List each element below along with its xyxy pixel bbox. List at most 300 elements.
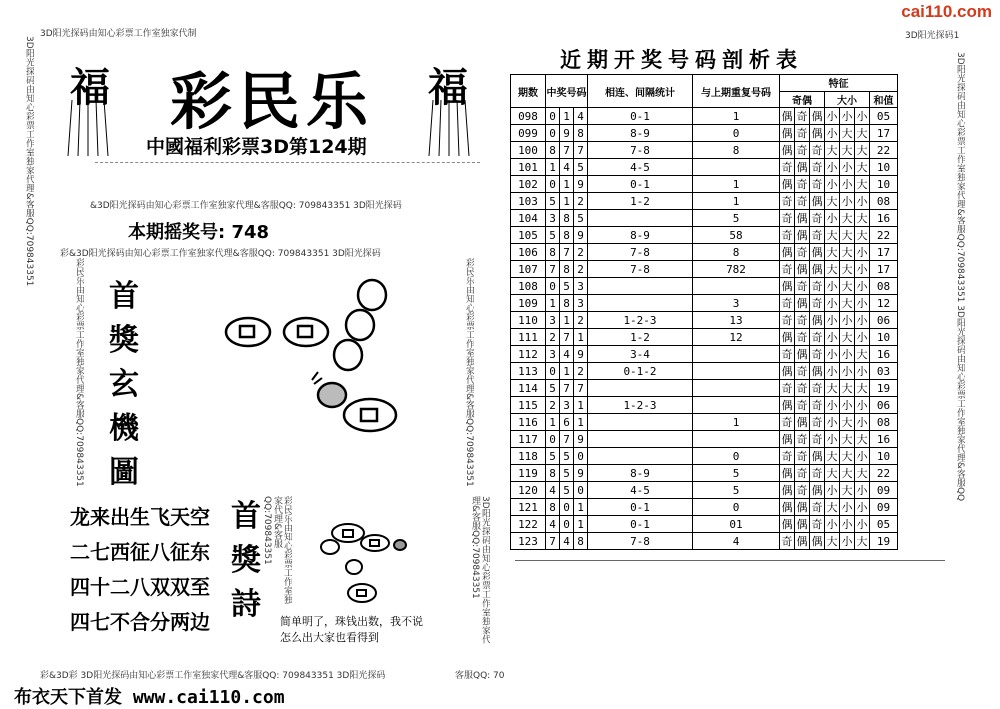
table-cell: 大	[840, 244, 855, 261]
table-cell: 偶	[810, 244, 825, 261]
note-line: 怎么出大家也看得到	[280, 631, 379, 644]
puzzle-title-char: 圖	[109, 455, 139, 490]
table-cell: 123	[511, 533, 546, 550]
table-cell: 8	[574, 533, 588, 550]
table-cell: 3-4	[588, 346, 693, 363]
table-cell: 16	[870, 346, 898, 363]
table-cell: 3	[574, 278, 588, 295]
table-cell: 小	[825, 431, 840, 448]
table-cell: 小	[825, 295, 840, 312]
table-cell: 0	[546, 108, 560, 125]
table-cell: 小	[825, 414, 840, 431]
table-cell: 小	[840, 499, 855, 516]
table-cell: 0	[560, 516, 574, 533]
table-cell: 1-2-3	[588, 397, 693, 414]
poem-title-char: 首	[231, 499, 261, 534]
table-cell: 16	[870, 210, 898, 227]
table-cell: 1	[560, 108, 574, 125]
table-cell: 小	[825, 312, 840, 329]
table-cell	[693, 380, 780, 397]
puzzle-title	[102, 275, 146, 495]
table-cell: 奇	[810, 295, 825, 312]
table-cell: 偶	[795, 533, 810, 550]
table-cell: 4-5	[588, 482, 693, 499]
table-cell: 3	[693, 295, 780, 312]
table-row	[511, 414, 898, 431]
draw-number-label: 本期摇奖号: 748	[128, 222, 270, 243]
table-cell: 小	[855, 448, 870, 465]
table-cell: 小	[855, 312, 870, 329]
table-row	[511, 516, 898, 533]
table-cell: 小	[855, 414, 870, 431]
table-cell: 17	[870, 261, 898, 278]
table-cell: 奇	[795, 482, 810, 499]
table-cell: 偶	[780, 329, 795, 346]
table-cell: 05	[870, 108, 898, 125]
table-cell: 3	[546, 346, 560, 363]
table-cell: 小	[825, 210, 840, 227]
table-cell: 121	[511, 499, 546, 516]
table-cell: 大	[855, 176, 870, 193]
table-cell: 119	[511, 465, 546, 482]
table-cell: 1	[574, 329, 588, 346]
table-cell: 奇	[795, 397, 810, 414]
table-cell: 奇	[780, 193, 795, 210]
table-cell: 小	[825, 176, 840, 193]
table-cell: 大	[825, 465, 840, 482]
table-cell: 9	[574, 227, 588, 244]
table-row	[511, 227, 898, 244]
table-cell: 22	[870, 227, 898, 244]
table-cell: 100	[511, 142, 546, 159]
issue-subtitle: 中國福利彩票3D第124期	[146, 136, 367, 158]
table-cell: 大	[825, 261, 840, 278]
table-cell: 103	[511, 193, 546, 210]
table-cell: 小	[825, 125, 840, 142]
table-cell: 偶	[795, 210, 810, 227]
table-cell: 1	[560, 312, 574, 329]
table-cell: 奇	[795, 363, 810, 380]
table-cell: 102	[511, 176, 546, 193]
poem-title-char: 詩	[231, 587, 261, 622]
table-cell: 9	[574, 346, 588, 363]
table-cell: 小	[840, 176, 855, 193]
table-cell: 偶	[780, 482, 795, 499]
table-cell: 099	[511, 125, 546, 142]
table-cell: 5	[560, 482, 574, 499]
note-line: 简单明了，珠钱出数，我不说	[280, 615, 423, 628]
table-cell: 8-9	[588, 465, 693, 482]
table-cell: 小	[825, 159, 840, 176]
table-cell: 大	[855, 346, 870, 363]
table-cell: 22	[870, 142, 898, 159]
table-row	[511, 346, 898, 363]
table-cell: 小	[840, 516, 855, 533]
table-row	[511, 295, 898, 312]
table-cell: 小	[840, 346, 855, 363]
table-cell: 偶	[780, 397, 795, 414]
table-cell: 小	[840, 533, 855, 550]
poem-line: 龙来出生飞天空	[70, 505, 210, 529]
table-row	[511, 278, 898, 295]
table-cell: 114	[511, 380, 546, 397]
qq-line: &3D阳光探码由知心彩票工作室独家代理&客服QQ: 709843351 3D阳光探码	[90, 201, 402, 211]
puzzle-title-char: 玄	[109, 367, 139, 402]
table-cell: 奇	[810, 465, 825, 482]
table-cell: 5	[546, 448, 560, 465]
header-issue: 期数	[511, 75, 546, 108]
table-cell: 120	[511, 482, 546, 499]
lantern-decoration-icon-left	[64, 100, 114, 156]
table-row	[511, 499, 898, 516]
poem-line: 四七不合分两边	[70, 610, 210, 634]
table-cell: 106	[511, 244, 546, 261]
table-cell: 奇	[810, 431, 825, 448]
table-cell: 偶	[780, 244, 795, 261]
table-cell: 3	[546, 210, 560, 227]
table-cell: 0-1	[588, 108, 693, 125]
header-odd-even: 奇偶	[780, 91, 825, 108]
table-row	[511, 261, 898, 278]
table-cell: 大	[855, 142, 870, 159]
table-cell: 偶	[780, 363, 795, 380]
table-title: 近期开奖号码剖析表	[560, 47, 803, 72]
table-cell: 奇	[795, 465, 810, 482]
table-cell: 58	[693, 227, 780, 244]
table-cell: 小	[840, 397, 855, 414]
table-cell: 大	[855, 533, 870, 550]
table-cell: 4-5	[588, 159, 693, 176]
table-cell: 奇	[795, 448, 810, 465]
table-cell: 小	[855, 499, 870, 516]
bottom-right-caption: 客服QQ: 70	[455, 671, 505, 681]
table-cell: 小	[825, 363, 840, 380]
table-cell: 偶	[780, 499, 795, 516]
table-cell: 10	[870, 448, 898, 465]
table-cell: 奇	[795, 193, 810, 210]
table-cell: 3	[560, 397, 574, 414]
table-cell: 117	[511, 431, 546, 448]
top-caption: 3D阳光探码由知心彩票工作室独家代制	[40, 29, 197, 39]
table-cell: 22	[870, 465, 898, 482]
table-cell: 大	[840, 448, 855, 465]
table-cell: 奇	[795, 125, 810, 142]
table-cell: 19	[870, 380, 898, 397]
table-cell	[693, 397, 780, 414]
table-cell: 偶	[780, 176, 795, 193]
table-cell: 大	[840, 142, 855, 159]
puzzle-title-char: 機	[109, 411, 139, 446]
table-cell: 偶	[780, 431, 795, 448]
table-cell: 小	[825, 397, 840, 414]
table-cell: 1	[693, 414, 780, 431]
table-cell: 2	[546, 397, 560, 414]
table-cell: 0-1	[588, 176, 693, 193]
table-cell: 奇	[810, 278, 825, 295]
table-cell: 偶	[795, 516, 810, 533]
table-cell: 奇	[780, 414, 795, 431]
table-cell: 03	[870, 363, 898, 380]
table-cell: 奇	[780, 210, 795, 227]
table-cell: 10	[870, 329, 898, 346]
table-cell: 9	[574, 431, 588, 448]
table-cell	[693, 431, 780, 448]
table-cell: 7	[560, 142, 574, 159]
divider	[95, 162, 480, 163]
table-cell: 10	[870, 176, 898, 193]
small-coin-image	[300, 505, 430, 615]
table-row	[511, 448, 898, 465]
table-cell: 大	[825, 244, 840, 261]
table-cell: 06	[870, 312, 898, 329]
table-cell: 01	[693, 516, 780, 533]
table-cell: 奇	[795, 108, 810, 125]
table-cell: 17	[870, 244, 898, 261]
table-cell: 105	[511, 227, 546, 244]
table-row	[511, 397, 898, 414]
table-cell: 4	[693, 533, 780, 550]
table-cell: 0	[546, 176, 560, 193]
table-cell: 1	[546, 159, 560, 176]
table-cell: 偶	[795, 346, 810, 363]
table-cell: 4	[546, 516, 560, 533]
table-cell: 大	[840, 329, 855, 346]
table-cell: 116	[511, 414, 546, 431]
table-cell: 偶	[810, 261, 825, 278]
table-cell: 奇	[780, 448, 795, 465]
table-cell: 7	[546, 261, 560, 278]
table-cell: 大	[855, 431, 870, 448]
table-cell: 小	[855, 482, 870, 499]
footer-link[interactable]: 布衣天下首发 www.cai110.com	[14, 687, 285, 708]
table-cell: 偶	[810, 482, 825, 499]
table-cell: 8	[693, 244, 780, 261]
table-cell: 小	[840, 193, 855, 210]
table-cell: 122	[511, 516, 546, 533]
table-cell: 4	[560, 346, 574, 363]
table-cell: 大	[855, 159, 870, 176]
table-cell: 7	[560, 431, 574, 448]
table-cell: 奇	[795, 431, 810, 448]
table-cell: 大	[855, 125, 870, 142]
table-cell: 奇	[780, 346, 795, 363]
left-side-text: 3D阳光探码由知心彩票工作室独家代理&客服QQ:709843351	[24, 36, 34, 287]
table-cell	[588, 431, 693, 448]
table-cell: 0-1-2	[588, 363, 693, 380]
table-cell: 111	[511, 329, 546, 346]
table-cell: 偶	[795, 499, 810, 516]
table-cell: 8	[560, 261, 574, 278]
table-row	[511, 159, 898, 176]
table-cell: 2	[546, 329, 560, 346]
table-cell: 偶	[810, 125, 825, 142]
table-cell: 奇	[795, 142, 810, 159]
table-cell: 7	[546, 533, 560, 550]
table-cell	[693, 278, 780, 295]
table-cell: 1	[560, 176, 574, 193]
table-cell: 7	[560, 380, 574, 397]
table-cell	[588, 448, 693, 465]
table-row	[511, 176, 898, 193]
analysis-table	[510, 74, 898, 550]
lantern-decoration-icon	[425, 100, 475, 156]
table-cell: 13	[693, 312, 780, 329]
table-cell: 偶	[795, 414, 810, 431]
table-cell: 偶	[795, 159, 810, 176]
table-cell: 偶	[795, 227, 810, 244]
table-cell: 108	[511, 278, 546, 295]
puzzle-title-char: 首	[109, 279, 139, 314]
table-cell: 7	[560, 329, 574, 346]
poem-side-text-right: 3D阳光探码由知心彩票工作室独家代理&客服QQ:709843351	[470, 496, 490, 644]
poem	[70, 500, 210, 640]
table-cell: 偶	[810, 533, 825, 550]
puzzle-side-text: 彩民乐由知心彩票工作室独家代理&客服QQ:709843351	[74, 258, 84, 487]
table-cell	[588, 414, 693, 431]
table-cell: 782	[693, 261, 780, 278]
table-cell: 0	[693, 448, 780, 465]
table-cell: 107	[511, 261, 546, 278]
table-cell: 1	[546, 295, 560, 312]
table-cell: 1	[693, 176, 780, 193]
table-cell: 4	[574, 108, 588, 125]
caiminle-logo: 彩民乐	[170, 65, 375, 138]
table-cell: 1	[560, 363, 574, 380]
table-cell: 奇	[795, 176, 810, 193]
table-cell: 12	[693, 329, 780, 346]
table-row	[511, 108, 898, 125]
table-cell	[588, 295, 693, 312]
table-cell: 小	[825, 329, 840, 346]
table-cell: 奇	[810, 210, 825, 227]
fu-character-left: 福	[70, 64, 110, 111]
table-cell: 奇	[780, 159, 795, 176]
table-cell: 奇	[810, 176, 825, 193]
coin-puzzle-image	[220, 270, 420, 450]
table-cell: 8	[560, 227, 574, 244]
table-cell: 偶	[810, 193, 825, 210]
table-cell: 1	[693, 108, 780, 125]
table-row	[511, 312, 898, 329]
table-cell: 101	[511, 159, 546, 176]
table-cell: 偶	[795, 261, 810, 278]
table-cell: 118	[511, 448, 546, 465]
table-cell: 偶	[810, 312, 825, 329]
table-cell: 偶	[780, 516, 795, 533]
table-cell: 2	[574, 312, 588, 329]
table-cell: 小	[825, 482, 840, 499]
table-cell: 104	[511, 210, 546, 227]
table-cell: 5	[693, 210, 780, 227]
table-cell: 奇	[810, 346, 825, 363]
table-row	[511, 380, 898, 397]
table-row	[511, 465, 898, 482]
table-row	[511, 329, 898, 346]
table-cell: 7-8	[588, 142, 693, 159]
brand-logo[interactable]: cai110.com	[901, 2, 992, 21]
table-cell: 109	[511, 295, 546, 312]
table-cell: 偶	[780, 278, 795, 295]
table-cell: 偶	[780, 142, 795, 159]
table-cell: 小	[855, 193, 870, 210]
table-cell: 大	[840, 227, 855, 244]
table-cell: 5	[560, 448, 574, 465]
table-cell	[588, 380, 693, 397]
header-number: 中奖号码	[546, 75, 588, 108]
table-cell: 7	[574, 142, 588, 159]
table-cell: 奇	[810, 397, 825, 414]
table-cell: 小	[855, 261, 870, 278]
header-diff: 相连、间隔统计	[588, 75, 693, 108]
puzzle-side-text-right: 彩民乐由知心彩票工作室独家代理&客服QQ:709843351	[464, 258, 474, 487]
table-cell: 奇	[795, 278, 810, 295]
table-cell: 0	[546, 363, 560, 380]
table-cell: 0	[546, 278, 560, 295]
table-cell: 8	[546, 244, 560, 261]
table-cell: 奇	[810, 227, 825, 244]
table-cell: 1-2-3	[588, 312, 693, 329]
table-cell: 1	[574, 516, 588, 533]
table-cell: 奇	[795, 329, 810, 346]
table-cell: 奇	[780, 261, 795, 278]
table-row	[511, 533, 898, 550]
table-cell: 小	[855, 244, 870, 261]
table-cell: 小	[840, 312, 855, 329]
table-cell: 0	[574, 482, 588, 499]
table-cell: 5	[693, 465, 780, 482]
table-cell: 大	[825, 380, 840, 397]
table-cell: 113	[511, 363, 546, 380]
table-cell: 7	[560, 244, 574, 261]
table-row	[511, 193, 898, 210]
table-cell: 奇	[780, 380, 795, 397]
table-cell	[588, 278, 693, 295]
table-cell: 小	[825, 516, 840, 533]
table-cell: 0	[693, 125, 780, 142]
table-cell: 偶	[795, 295, 810, 312]
header-features: 特征	[780, 75, 898, 92]
table-cell: 奇	[780, 533, 795, 550]
table-cell: 8	[693, 142, 780, 159]
table-cell: 098	[511, 108, 546, 125]
table-cell: 2	[574, 193, 588, 210]
table-row	[511, 363, 898, 380]
table-cell: 2	[574, 363, 588, 380]
table-cell: 奇	[795, 380, 810, 397]
table-cell: 小	[855, 295, 870, 312]
header-repeat: 与上期重复号码	[693, 75, 780, 108]
table-cell: 09	[870, 482, 898, 499]
table-row	[511, 431, 898, 448]
poem-side-text: 彩民乐由知心彩票工作室独家代理&客服QQ:709843351	[262, 496, 292, 604]
qq-line-2: 彩&3D阳光探码由知心彩票工作室独家代理&客服QQ: 709843351 3D阳光探码	[60, 249, 381, 259]
table-bottom-line	[515, 560, 945, 561]
table-cell: 19	[870, 533, 898, 550]
table-cell: 小	[840, 159, 855, 176]
table-cell: 大	[825, 533, 840, 550]
table-cell: 大	[840, 414, 855, 431]
table-cell: 1-2	[588, 329, 693, 346]
table-cell: 大	[840, 380, 855, 397]
table-cell: 大	[825, 142, 840, 159]
table-cell: 1	[574, 499, 588, 516]
table-cell: 1	[560, 193, 574, 210]
table-cell: 7-8	[588, 533, 693, 550]
table-cell: 奇	[810, 380, 825, 397]
note-text	[280, 614, 423, 646]
table-cell: 大	[825, 448, 840, 465]
table-row	[511, 142, 898, 159]
